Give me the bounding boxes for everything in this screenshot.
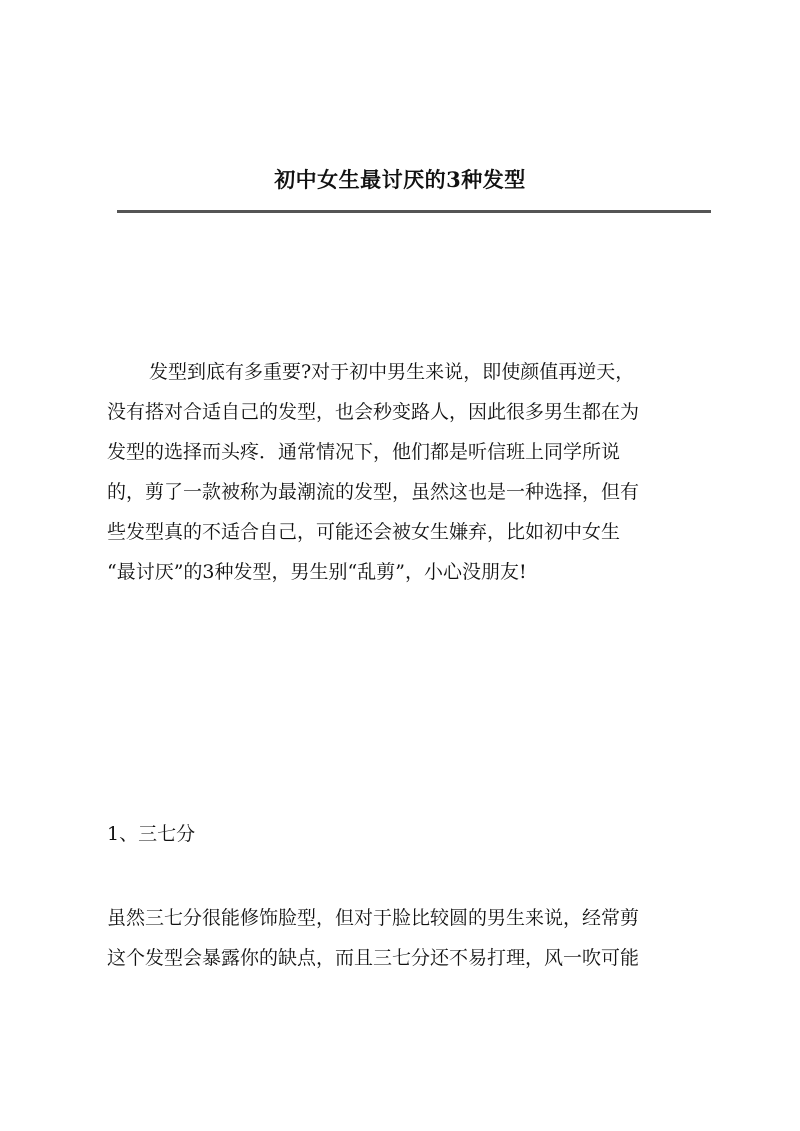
intro-line: 些发型真的不适合自己，可能还会被女生嫌弃，比如初中女生 xyxy=(107,521,621,543)
intro-line: 的，剪了一款被称为最潮流的发型，虽然这也是一种选择，但有 xyxy=(107,481,640,503)
intro-paragraph xyxy=(107,352,713,592)
intro-line: 没有搭对合适自己的发型，也会秒变路人，因此很多男生都在为 xyxy=(107,401,640,423)
intro-line: 发型的选择而头疼．通常情况下，他们都是听信班上同学所说 xyxy=(107,441,621,463)
section-line: 这个发型会暴露你的缺点，而且三七分还不易打理，风一吹可能 xyxy=(107,947,640,969)
section-heading: 1、三七分 xyxy=(107,823,196,845)
section-line: 虽然三七分很能修饰脸型，但对于脸比较圆的男生来说，经常剪 xyxy=(107,907,640,929)
intro-line: “最讨厌”的3种发型，男生别“乱剪”，小心没朋友! xyxy=(107,561,527,583)
title-divider xyxy=(117,210,711,213)
document-title: 初中女生最讨厌的3种发型 xyxy=(274,167,526,192)
section-paragraph xyxy=(107,898,713,978)
intro-line: 发型到底有多重要?对于初中男生来说，即使颜值再逆天， xyxy=(149,361,635,383)
